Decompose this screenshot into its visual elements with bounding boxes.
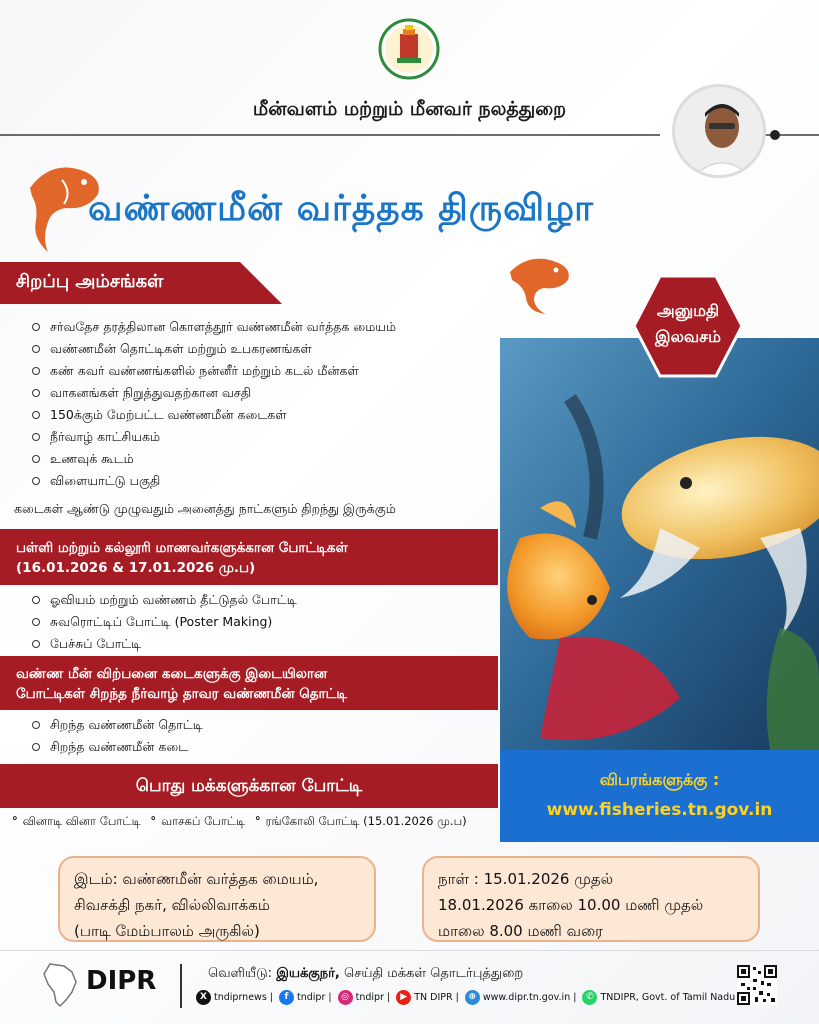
footer-divider	[0, 950, 819, 951]
chief-minister-portrait	[672, 84, 766, 178]
highlights-list	[30, 316, 490, 492]
details-box	[500, 750, 819, 842]
public-contest-list	[12, 814, 512, 830]
list-item: உணவுக் கூடம்	[30, 448, 490, 470]
venue-line: சிவசக்தி நகர், வில்லிவாக்கம்	[74, 896, 270, 914]
tamil-nadu-emblem-icon	[378, 18, 440, 80]
list-item: சிறந்த வண்ணமீன் தொட்டி	[30, 714, 470, 736]
list-item: ° வாசகப் போட்டி	[150, 814, 245, 830]
social-links	[196, 990, 741, 1005]
social-handle: tndipr	[355, 992, 384, 1003]
free-entry-text	[632, 298, 744, 350]
details-url-link[interactable]: www.fisheries.tn.gov.in	[546, 800, 773, 820]
publisher-credit	[208, 966, 523, 982]
shops-open-note: கடைகள் ஆண்டு முழுவதும் அனைத்து நாட்களும் திறந்து இருக்கும்	[14, 501, 396, 516]
shops-contest-list	[30, 714, 470, 758]
list-item: ° ரங்கோலி போட்டி (15.01.2026 மு.ப)	[255, 814, 467, 830]
list-item: வாகனங்கள் நிறுத்துவதற்கான வசதி	[30, 382, 490, 404]
list-item: 150க்கும் மேற்பட்ட வண்ணமீன் கடைகள்	[30, 404, 490, 426]
list-item: கண் கவர் வண்ணங்களில் நன்னீர் மற்றும் கடல் மீன்கள்	[30, 360, 490, 382]
venue-line: இடம்: வண்ணமீன் வர்த்தக மையம்,	[74, 870, 319, 888]
list-item: சர்வதேச தரத்திலான கொளத்தூர் வண்ணமீன் வர்த்தக மையம்	[30, 316, 490, 338]
dipr-logo-text: DIPR	[86, 966, 157, 996]
social-link-instagram[interactable]: ◎ tndipr |	[338, 990, 391, 1005]
list-item: விளையாட்டு பகுதி	[30, 470, 490, 492]
tamil-nadu-map-icon	[42, 962, 82, 1008]
instagram-icon: ◎	[338, 990, 353, 1005]
publisher-name: இயக்குநர்,	[276, 966, 340, 981]
date-card	[422, 856, 760, 942]
department-name: மீன்வளம் மற்றும் மீனவர் நலத்துறை	[252, 98, 567, 120]
list-item: நீர்வாழ் காட்சியகம்	[30, 426, 490, 448]
social-handle: tndiprnews	[214, 992, 267, 1003]
heading-line: வண்ண மீன் விற்பனை கடைகளுக்கு இடையிலான	[16, 666, 328, 682]
social-handle: www.dipr.tn.gov.in	[482, 992, 571, 1003]
public-contest-heading: பொது மக்களுக்கான போட்டி	[0, 764, 498, 808]
social-link-facebook[interactable]: f tndipr |	[279, 990, 332, 1005]
list-item: பேச்சுப் போட்டி	[30, 633, 470, 655]
divider	[0, 134, 660, 136]
students-contest-list	[30, 589, 470, 655]
whatsapp-icon: ✆	[582, 990, 597, 1005]
x-icon: X	[196, 990, 211, 1005]
list-item: சுவரொட்டிப் போட்டி (Poster Making)	[30, 611, 470, 633]
list-item: ஓவியம் மற்றும் வண்ணம் தீட்டுதல் போட்டி	[30, 589, 470, 611]
social-link-whatsapp[interactable]	[582, 990, 735, 1005]
list-item: வண்ணமீன் தொட்டிகள் மற்றும் உபகரணங்கள்	[30, 338, 490, 360]
qr-code-icon[interactable]	[737, 965, 777, 1005]
orange-fish-icon	[506, 250, 578, 316]
event-title: வண்ணமீன் வர்த்தக திருவிழா	[88, 188, 594, 229]
list-item: ° வினாடி வினா போட்டி	[12, 814, 141, 830]
heading-line: பள்ளி மற்றும் கல்லூரி மாணவர்களுக்கான போட்டிகள்	[16, 540, 348, 556]
badge-line: அனுமதி	[656, 301, 720, 320]
students-contest-heading	[0, 529, 498, 585]
youtube-icon: ▶	[396, 990, 411, 1005]
facebook-icon: f	[279, 990, 294, 1005]
heading-line: (16.01.2026 & 17.01.2026 மு.ப)	[16, 560, 256, 576]
heading-line: போட்டிகள் சிறந்த நீர்வாழ் தாவர வண்ணமீன் தொட்டி	[16, 686, 348, 702]
badge-line: இலவசம்	[655, 327, 721, 346]
social-link-x[interactable]: X tndiprnews |	[196, 990, 273, 1005]
publisher-prefix: வெளியீடு:	[208, 966, 273, 981]
globe-icon: ⊕	[465, 990, 480, 1005]
date-line: மாலை 8.00 மணி வரை	[438, 922, 603, 940]
publisher-dept: செய்தி மக்கள் தொடர்புத்துறை	[344, 966, 524, 981]
venue-line: (பாடி மேம்பாலம் அருகில்)	[74, 922, 260, 940]
footer-separator	[180, 964, 182, 1008]
social-handle: TN DIPR	[414, 992, 453, 1003]
divider-dot	[770, 130, 780, 140]
divider	[760, 134, 819, 136]
date-line: 18.01.2026 காலை 10.00 மணி முதல்	[438, 896, 704, 914]
date-line: நாள் : 15.01.2026 முதல்	[438, 870, 614, 888]
venue-card	[58, 856, 376, 942]
social-handle: TNDIPR, Govt. of Tamil Nadu	[600, 992, 736, 1003]
goldfish-photo	[500, 338, 819, 750]
social-handle: tndipr	[297, 992, 326, 1003]
details-label: விபரங்களுக்கு :	[599, 770, 720, 789]
social-link-youtube[interactable]: ▶ TN DIPR |	[396, 990, 459, 1005]
highlights-heading: சிறப்பு அம்சங்கள்	[16, 271, 164, 292]
shops-contest-heading	[0, 656, 498, 710]
social-link-website[interactable]: ⊕ www.dipr.tn.gov.in |	[465, 990, 577, 1005]
list-item: சிறந்த வண்ணமீன் கடை	[30, 736, 470, 758]
